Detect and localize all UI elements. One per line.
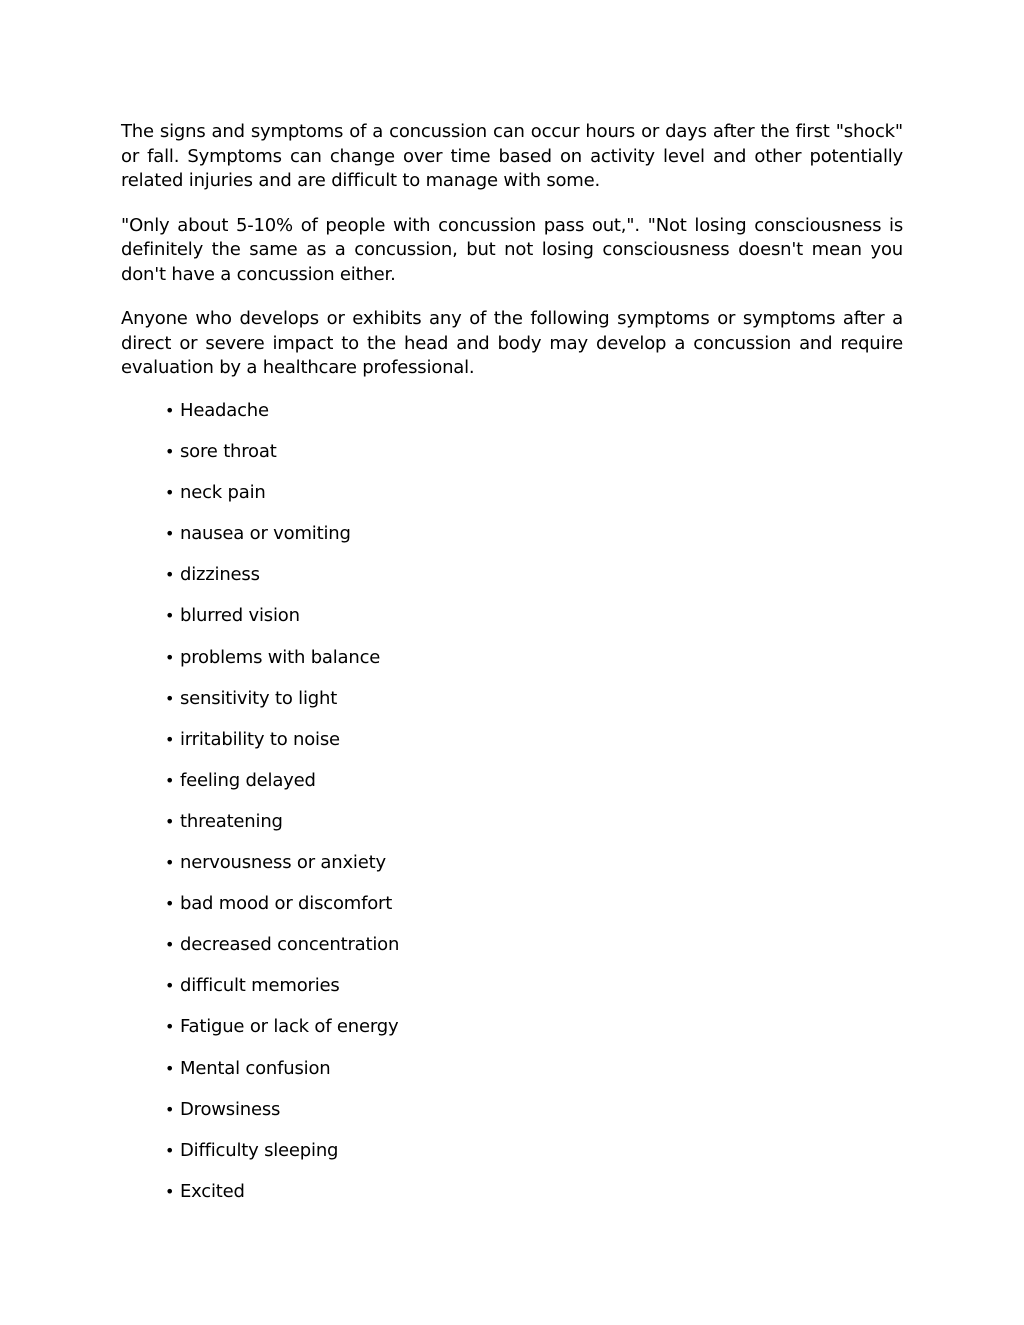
symptom-text: difficult memories <box>180 975 340 997</box>
symptom-text: dizziness <box>180 564 260 586</box>
paragraph-consciousness-quote: "Only about 5-10% of people with concussion pass out,". "Not losing consciousness is definitely the same as a concussion, but not losing consciousness doesn't mean you don't have a concussion either. <box>121 214 903 285</box>
symptom-list <box>165 398 399 1220</box>
bullet-icon: • <box>165 935 175 955</box>
bullet-icon: • <box>165 976 175 996</box>
bullet-icon: • <box>165 1099 175 1119</box>
list-item <box>165 686 399 727</box>
list-item <box>165 521 399 562</box>
bullet-icon: • <box>165 524 175 544</box>
symptom-text: bad mood or discomfort <box>180 893 393 915</box>
bullet-icon: • <box>165 688 175 708</box>
bullet-icon: • <box>165 1058 175 1078</box>
bullet-icon: • <box>165 401 175 420</box>
symptom-text: Excited <box>180 1180 245 1202</box>
bullet-icon: • <box>165 565 175 585</box>
bullet-icon: • <box>165 647 175 667</box>
list-item <box>165 439 399 480</box>
list-item <box>165 768 399 809</box>
bullet-icon: • <box>165 729 175 749</box>
list-item <box>165 727 399 768</box>
bullet-icon: • <box>165 894 175 914</box>
list-item <box>165 603 399 644</box>
list-item <box>165 398 399 439</box>
list-item <box>165 480 399 521</box>
symptom-text: decreased concentration <box>180 934 400 956</box>
bullet-icon: • <box>165 770 175 790</box>
list-item <box>165 645 399 686</box>
symptom-text: sensitivity to light <box>180 687 338 709</box>
list-item <box>165 932 399 973</box>
list-item <box>165 973 399 1014</box>
bullet-icon: • <box>165 811 175 831</box>
bullet-icon: • <box>165 606 175 626</box>
symptom-text: Headache <box>180 400 269 421</box>
list-item <box>165 850 399 891</box>
bullet-icon: • <box>165 1140 175 1160</box>
list-item <box>165 1138 399 1179</box>
symptom-text: Mental confusion <box>180 1057 331 1079</box>
symptom-text: nervousness or anxiety <box>180 852 386 874</box>
bullet-icon: • <box>165 442 175 462</box>
list-item <box>165 1014 399 1055</box>
list-item <box>165 562 399 603</box>
symptom-text: neck pain <box>180 482 266 504</box>
paragraph-signs-and-symptoms: The signs and symptoms of a concussion can occur hours or days after the first "shock" or fall. Symptoms can change over time based on activity level and other potentially related injuries and are difficult to manage with some. <box>121 121 903 191</box>
symptom-text: Drowsiness <box>180 1098 281 1120</box>
list-item <box>165 1179 399 1220</box>
symptom-text: Fatigue or lack of energy <box>180 1016 399 1038</box>
symptom-text: threatening <box>180 810 283 832</box>
symptom-text: Difficulty sleeping <box>180 1139 339 1161</box>
paragraph-evaluation-advice: Anyone who develops or exhibits any of the following symptoms or symptoms after a direct or severe impact to the head and body may develop a concussion and require evaluation by a healthcare professional. <box>121 308 903 378</box>
symptom-text: nausea or vomiting <box>180 523 351 545</box>
bullet-icon: • <box>165 853 175 873</box>
symptom-text: irritability to noise <box>180 728 340 750</box>
list-item <box>165 809 399 850</box>
symptom-text: problems with balance <box>180 646 381 668</box>
list-item <box>165 1056 399 1097</box>
symptom-text: sore throat <box>180 441 277 463</box>
bullet-icon: • <box>165 1181 175 1201</box>
list-item <box>165 1097 399 1138</box>
bullet-icon: • <box>165 483 175 503</box>
list-item <box>165 891 399 932</box>
body-text <box>121 120 903 401</box>
symptom-text: blurred vision <box>180 605 300 627</box>
bullet-icon: • <box>165 1017 175 1037</box>
symptom-text: feeling delayed <box>180 769 316 791</box>
